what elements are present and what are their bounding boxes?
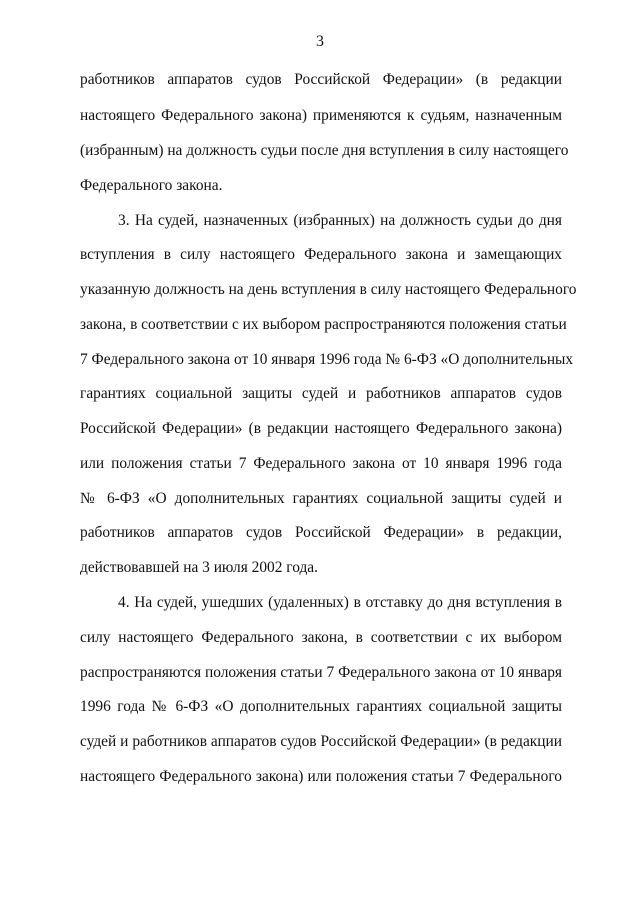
text-line: работников аппаратов судов Российской Федерации» в редакции, [80, 524, 562, 541]
text-line: 4. На судей, ушедших (удаленных) в отставку до дня вступления в [118, 594, 562, 611]
text-line: указанную должность на день вступления в силу настоящего Федерального [80, 281, 577, 298]
text-line: 7 Федерального закона от 10 января 1996 года № 6-ФЗ «О дополнительных [80, 351, 574, 368]
text-line: Российской Федерации» (в редакции настоящего Федерального закона) [80, 420, 562, 437]
text-line: вступления в силу настоящего Федерального закона и замещающих [80, 246, 562, 263]
page-number: 3 [316, 33, 324, 50]
text-line: Федерального закона. [80, 177, 223, 194]
text-line: закона, в соответствии с их выбором распространяются положения статьи [80, 316, 567, 333]
text-line: распространяются положения статьи 7 Федерального закона от 10 января [80, 664, 562, 681]
text-line: действовавшей на 3 июля 2002 года. [80, 559, 318, 576]
text-line: судей и работников аппаратов судов Российской Федерации» (в редакции [80, 733, 562, 750]
text-line: № 6-ФЗ «О дополнительных гарантиях социальной защиты судей и [80, 490, 562, 507]
text-line: гарантиях социальной защиты судей и работников аппаратов судов [80, 385, 562, 402]
text-line: силу настоящего Федерального закона, в соответствии с их выбором [80, 629, 562, 646]
text-line: 3. На судей, назначенных (избранных) на должность судьи до дня [118, 212, 562, 229]
text-line: 1996 года № 6-ФЗ «О дополнительных гарантиях социальной защиты [80, 698, 562, 715]
text-line: настоящего Федерального закона) применяются к судьям, назначенным [80, 107, 562, 124]
text-line: или положения статьи 7 Федерального закона от 10 января 1996 года [80, 455, 562, 472]
text-line: (избранным) на должность судьи после дня вступления в силу настоящего [80, 142, 569, 159]
text-line: настоящего Федерального закона) или положения статьи 7 Федерального [80, 768, 562, 785]
text-line: работников аппаратов судов Российской Федерации» (в редакции [80, 71, 562, 88]
